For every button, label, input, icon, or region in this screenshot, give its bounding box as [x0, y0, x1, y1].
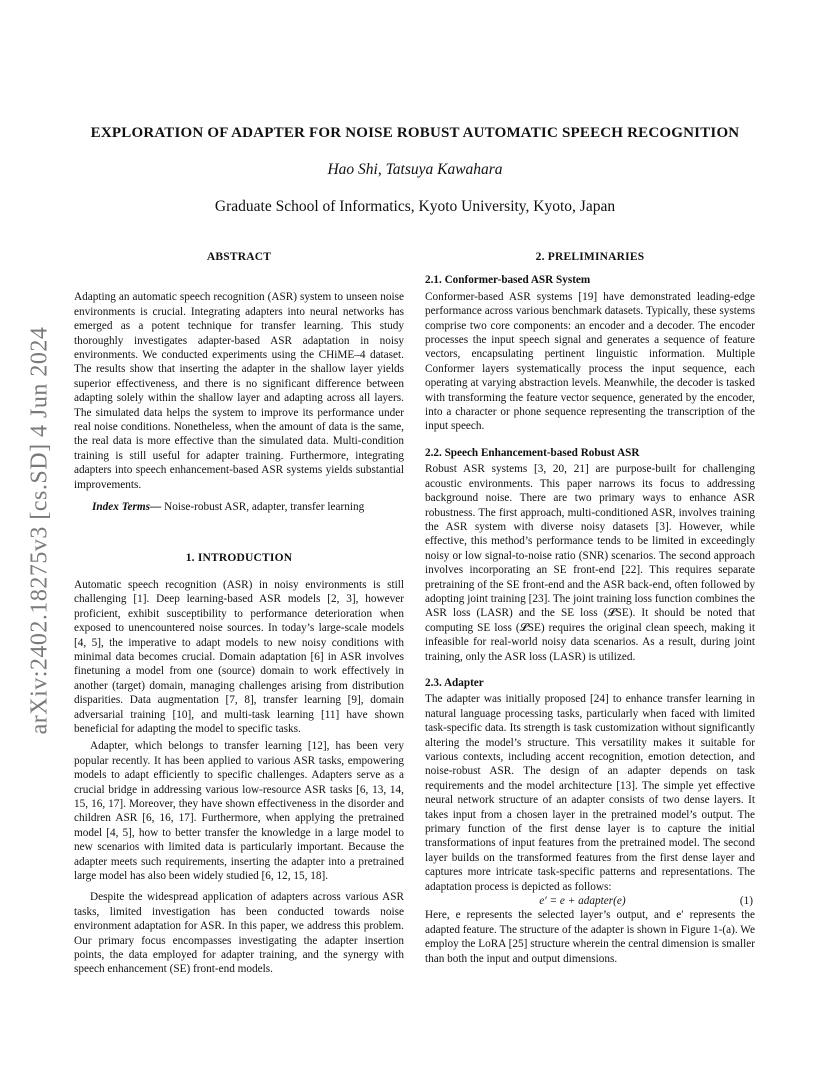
intro-paragraph-2: Adapter, which belongs to transfer learning [12], has been very popular recently. It has been applied to various ASR tasks, empowering models to adapt efficiently to specific challenges. Adapters serve as a crucial bridge in addressing various low-resource ASR tasks [6, 13, 14, 15, 16, 17]. Moreover, they have shown effectiveness in the disorder and children ASR [6, 16, 17]. Furthermore, when applying the pretrained model [4, 5], how to better transfer the knowledge in a large model to new scenarios with limited data is particularly important. Because the adapter meets such requirements, inserting the adapter into a pretrained large model has also been widely studied [6, 12, 15, 18]. — [74, 740, 404, 883]
index-terms-text: Noise-robust ASR, adapter, transfer learning — [161, 501, 365, 514]
arxiv-identifier-margin — [22, 300, 58, 760]
index-terms — [74, 500, 404, 514]
abstract-text: Adapting an automatic speech recognition (ASR) system to unseen noise environments is crucial. Integrating adapters into neural networks has emerged as a potent technique for transfer learning. This study thoroughly investigates adapter-based ASR adaptation in noisy environments. We conducted experiments using the CHiME–4 dataset. The results show that inserting the adapter in the shallow layer yields superior effectiveness, and there is no significant difference between adapting solely within the shallow layer and adapting across all layers. The simulated data helps the system to improve its performance under real noise conditions. Nonetheless, when the amount of data is the same, the real data is more effective than the simulated data. Multi-condition training is still useful for adapter training. Furthermore, integrating adapters into speech enhancement-based ASR systems yields substantial improvements. — [74, 291, 404, 491]
abstract-heading: ABSTRACT — [206, 251, 272, 263]
index-terms-label: Index Terms— — [92, 501, 162, 514]
intro-paragraph-1: Automatic speech recognition (ASR) in noisy environments is still challenging [1]. Deep learning-based ASR models [2, 3], however proficient, exhibit susceptibility to performance deterioration when exposed to unencountered noise sources. In today’s large-scale models [4, 5], the imperative to adapt models to new noisy conditions with minimal data becomes crucial. Domain adaptation [6] in ASR involves finetuning a model from one (source) domain to work effectively in another (target) domain, managing challenges arising from distribution disparities. Data augmentation [7, 8], transfer learning [9], domain adversarial training [10], and multi-task learning [11] have shown beneficial for adapting the model to specific tasks. — [74, 578, 404, 735]
paper-title: EXPLORATION OF ADAPTER FOR NOISE ROBUST AUTOMATIC SPEECH RECOGNITION — [90, 125, 740, 141]
paper-authors: Hao Shi, Tatsuya Kawahara — [327, 161, 503, 178]
arxiv-identifier: arXiv:2402.18275v3 [cs.SD] 4 Jun 2024 — [26, 326, 53, 734]
subsection-2-2-heading: 2.2. Speech Enhancement-based Robust ASR — [425, 446, 640, 459]
intro-paragraph-3: Despite the widespread application of adapters across various ASR tasks, limited investigation has been conducted towards noise environment adaptation for ASR. In this paper, we address this problem. Our primary focus encompasses investigating the adapter insertion points, the data employed for adapter training, and the synergy with speech enhancement (SE) front-end models. — [74, 891, 404, 976]
left-column — [74, 250, 404, 977]
subsection-2-1-heading: 2.1. Conformer-based ASR System — [425, 274, 591, 287]
preliminaries-heading: 2. PRELIMINARIES — [535, 251, 645, 263]
subsection-2-3-text-continued: Here, e represents the selected layer’s output, and e′ represents the adapted feature. The structure of the adapter is shown in Figure 1-(a). We employ the LoRA [25] structure wherein the central dimension is smaller than both the input and output dimensions. — [425, 909, 755, 965]
equation-1 — [425, 894, 755, 908]
equation-1-body: e′ = e + adapter(e) — [539, 895, 626, 908]
subsection-2-3-heading: 2.3. Adapter — [425, 676, 484, 689]
subsection-2-1-text: Conformer-based ASR systems [19] have demonstrated leading-edge performance across various benchmark datasets. Typically, these systems comprise two core components: an encoder and a decoder. The encoder processes the input speech signal and generates a sequence of feature vectors, encapsulating pertinent linguistic information. Multiple Conformer layers systematically process the input sequence, each operating at varying abstraction levels. Meanwhile, the decoder is tasked with transforming the feature vector sequence, generated by the encoder, into a character or phone sequence representing the transcription of the input speech. — [425, 290, 755, 433]
right-column — [425, 250, 755, 966]
paper-affiliation: Graduate School of Informatics, Kyoto University, Kyoto, Japan — [214, 198, 616, 215]
equation-1-number: (1) — [739, 895, 753, 908]
subsection-2-3-text: The adapter was initially proposed [24] to enhance transfer learning in natural language processing tasks, particularly when faced with limited task-specific data. Its strength is task customization without significantly altering the model’s structure. This versatility makes it suitable for various contexts, including accent recognition, emotion detection, and noise-robust ASR. The design of an adapter depends on task requirements and the model architecture [13]. The simple yet effective neural network structure of an adapter consists of two dense layers. It takes input from a chosen layer in the pretrained model’s output. The primary function of the first dense layer is to capture the initial transformations of input features from the pretrained model. The second layer builds on the transformed features from the first dense layer and captures more intricate task-specific patterns and representations. The adaptation process is depicted as follows: — [425, 693, 755, 893]
subsection-2-2-text: Robust ASR systems [3, 20, 21] are purpose-built for challenging acoustic environments. This paper narrows its focus to addressing background noise. There are two primary ways to enhance ASR robustness. The first approach, multi-conditioned ASR, involves training the ASR system with diverse noisy datasets [3]. However, while effective, this method’s performance tends to be limited in exceedingly noisy or low signal-to-noise ratio (SNR) scenarios. The second approach involves incorporating an SE front-end [22]. This requires separate pretraining of the SE front-end and the ASR back-end, often followed by adopting joint training [23]. The joint training loss function combines the ASR loss (LASR) and the SE loss (𝓛SE). It should be noted that computing SE loss (𝓛SE) requires the original clean speech, making it infeasible for real-world noisy data scenarios. As a result, during joint training, only the ASR loss (LASR) is utilized. — [425, 463, 755, 663]
introduction-heading: 1. INTRODUCTION — [185, 551, 293, 564]
